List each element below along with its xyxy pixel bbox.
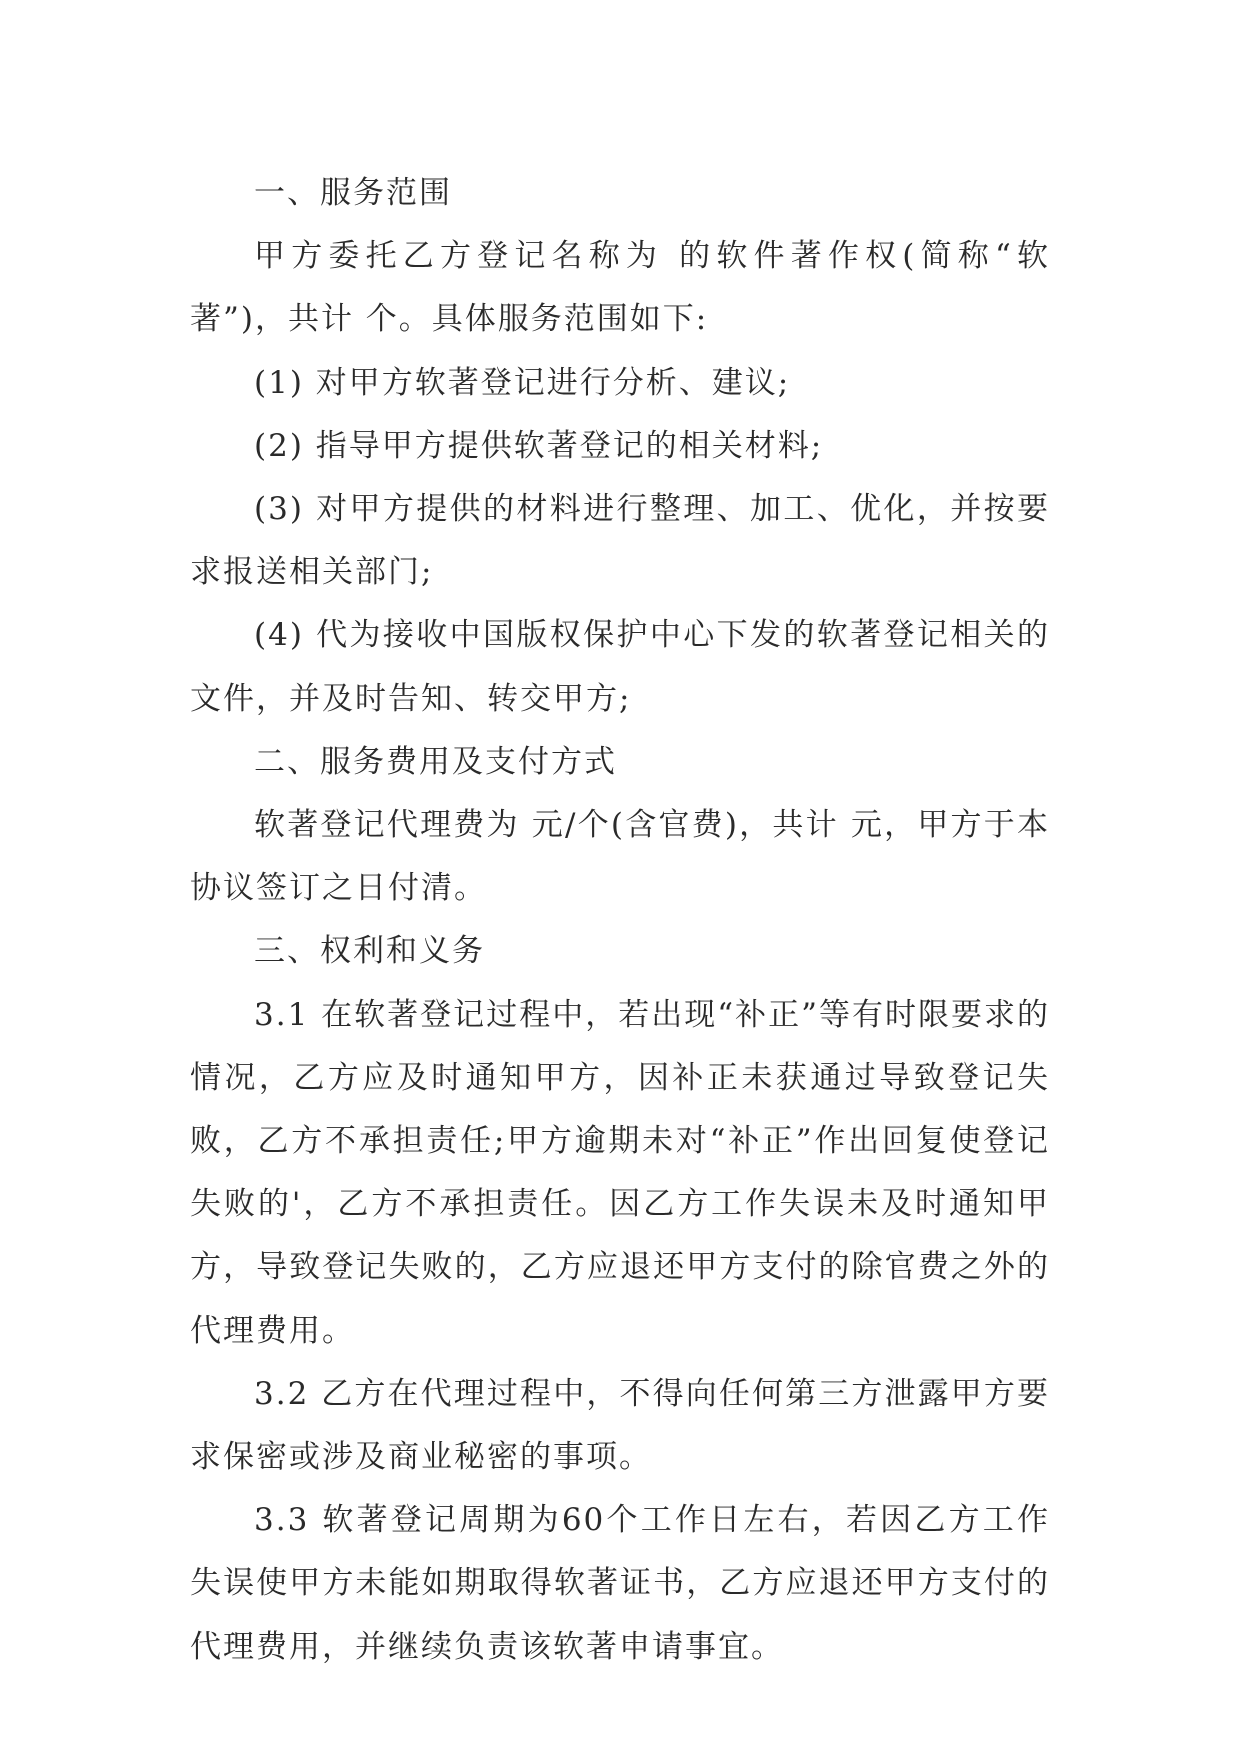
clause-3-1: 3.1 在软著登记过程中，若出现“补正”等有时限要求的情况，乙方应及时通知甲方，因补正未获通过导致登记失败，乙方不承担责任;甲方逾期未对“补正”作出回复使登记失败的'，乙方不承担责任。因乙方工作失误未及时通知甲方，导致登记失败的，乙方应退还甲方支付的除官费之外的代理费用。	[190, 996, 1050, 1349]
list-item-1: (1) 对甲方软著登记进行分析、建议;	[254, 364, 791, 401]
clause-3-3: 3.3 软著登记周期为60个工作日左右，若因乙方工作失误使甲方未能如期取得软著证书，乙方应退还甲方支付的代理费用，并继续负责该软著申请事宜。	[190, 1502, 1050, 1665]
section-heading-fees: 二、服务费用及支付方式	[254, 743, 617, 780]
clause-3-2: 3.2 乙方在代理过程中，不得向任何第三方泄露甲方要求保密或涉及商业秘密的事项。	[190, 1375, 1050, 1476]
paragraph-fees: 软著登记代理费为 元/个(含官费)，共计 元，甲方于本协议签订之日付清。	[190, 807, 1050, 907]
document-body	[190, 162, 1050, 1679]
section-heading-rights: 三、权利和义务	[254, 933, 485, 970]
section-heading-service-scope: 一、服务范围	[254, 175, 452, 211]
list-item-2: (2) 指导甲方提供软著登记的相关材料;	[254, 427, 824, 464]
paragraph-commission: 甲方委托乙方登记名称为 的软件著作权(简称“软著”)，共计 个。具体服务范围如下:	[190, 238, 1050, 338]
list-item-4: (4) 代为接收中国版权保护中心下发的软著登记相关的文件，并及时告知、转交甲方;	[190, 617, 1050, 717]
list-item-3: (3) 对甲方提供的材料进行整理、加工、优化，并按要求报送相关部门;	[190, 491, 1050, 591]
